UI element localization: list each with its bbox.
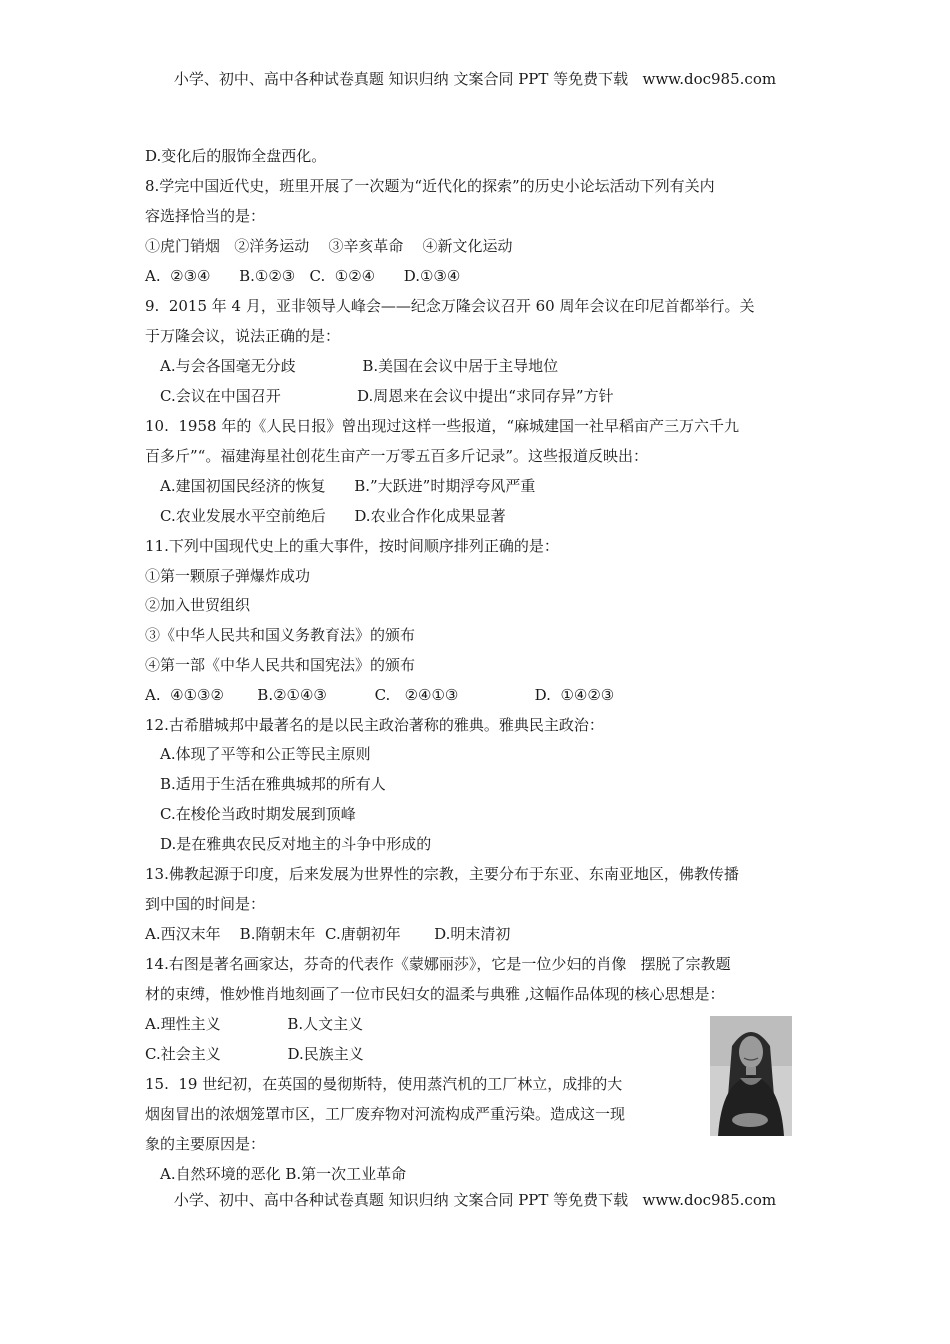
question-11-item: ①第一颗原子弹爆炸成功	[145, 567, 311, 585]
question-9-line: 9. 2015 年 4 月，亚非领导人峰会——纪念万隆会议召开 60 周年会议在印尼首都举行。关	[145, 297, 755, 315]
question-10-line: 百多斤”“。福建海星社创花生亩产一万零五百多斤记录”。这些报道反映出：	[145, 447, 649, 465]
question-9-options: A.与会各国毫无分歧 B.美国在会议中居于主导地位	[160, 357, 559, 375]
option-line: D.变化后的服饰全盘西化。	[145, 147, 327, 165]
question-15-line: 象的主要原因是：	[145, 1135, 266, 1153]
question-12-option: C.在梭伦当政时期发展到顶峰	[160, 805, 356, 823]
question-14-line: 14.右图是著名画家达，芬奇的代表作《蒙娜丽莎》，它是一位少妇的肖像 摆脱了宗教题	[145, 955, 731, 973]
question-13-options: A.西汉末年 B.隋朝末年 C.唐朝初年 D.明末清初	[145, 925, 511, 943]
question-12-option: D.是在雅典农民反对地主的斗争中形成的	[160, 835, 432, 853]
mona-lisa-image	[710, 1016, 792, 1136]
question-14-line: 材的束缚，惟妙惟肖地刻画了一位市民妇女的温柔与典雅 ,这幅作品体现的核心思想是：	[145, 985, 725, 1003]
question-10-options: C.农业发展水平空前绝后 D.农业合作化成果显著	[160, 507, 506, 525]
question-8-line: 容选择恰当的是：	[145, 207, 266, 225]
page-footer: 小学、初中、高中各种试卷真题 知识归纳 文案合同 PPT 等免费下载 www.doc985.com	[173, 1191, 777, 1209]
question-13-line: 到中国的时间是：	[145, 895, 266, 913]
question-8-items: ①虎门销烟 ②洋务运动 ③辛亥革命 ④新文化运动	[145, 237, 513, 255]
question-8-options: A. ②③④ B.①②③ C. ①②④ D.①③④	[145, 267, 461, 285]
page-header: 小学、初中、高中各种试卷真题 知识归纳 文案合同 PPT 等免费下载 www.doc985.com	[173, 70, 777, 88]
question-14-options: C.社会主义 D.民族主义	[145, 1045, 364, 1063]
question-10-line: 10. 1958 年的《人民日报》曾出现过这样一些报道，“麻城建国一社早稻亩产三万六千九	[145, 417, 740, 435]
question-10-options: A.建国初国民经济的恢复 B.”大跃进”时期浮夸风严重	[160, 477, 536, 495]
question-8-line: 8.学完中国近代史，班里开展了一次题为“近代化的探索”的历史小论坛活动下列有关内	[145, 177, 715, 195]
question-13-line: 13.佛教起源于印度，后来发展为世界性的宗教，主要分布于东亚、东南亚地区，佛教传播	[145, 865, 739, 883]
question-12-line: 12.古希腊城邦中最著名的是以民主政治著称的雅典。雅典民主政治：	[145, 716, 604, 734]
question-9-line: 于万隆会议，说法正确的是：	[145, 327, 341, 345]
question-11-item: ③《中华人民共和国义务教育法》的颁布	[145, 626, 416, 644]
question-9-options: C.会议在中国召开 D.周恩来在会议中提出“求同存异”方针	[160, 387, 614, 405]
question-11-item: ②加入世贸组织	[145, 596, 251, 614]
question-11-line: 11.下列中国现代史上的重大事件，按时间顺序排列正确的是：	[145, 537, 559, 555]
question-12-option: A.体现了平等和公正等民主原则	[160, 745, 371, 763]
question-11-item: ④第一部《中华人民共和国宪法》的颁布	[145, 656, 416, 674]
question-14-options: A.理性主义 B.人文主义	[145, 1015, 364, 1033]
portrait-drawing	[710, 1016, 792, 1136]
question-15-options: A.自然环境的恶化 B.第一次工业革命	[160, 1165, 407, 1183]
question-12-option: B.适用于生活在雅典城邦的所有人	[160, 775, 386, 793]
question-15-line: 15. 19 世纪初，在英国的曼彻斯特，使用蒸汽机的工厂林立，成排的大	[145, 1075, 623, 1093]
question-11-options: A. ④①③② B.②①④③ C. ②④①③ D. ①④②③	[145, 686, 615, 704]
question-15-line: 烟囱冒出的浓烟笼罩市区，工厂废弃物对河流构成严重污染。造成这一现	[145, 1105, 626, 1123]
